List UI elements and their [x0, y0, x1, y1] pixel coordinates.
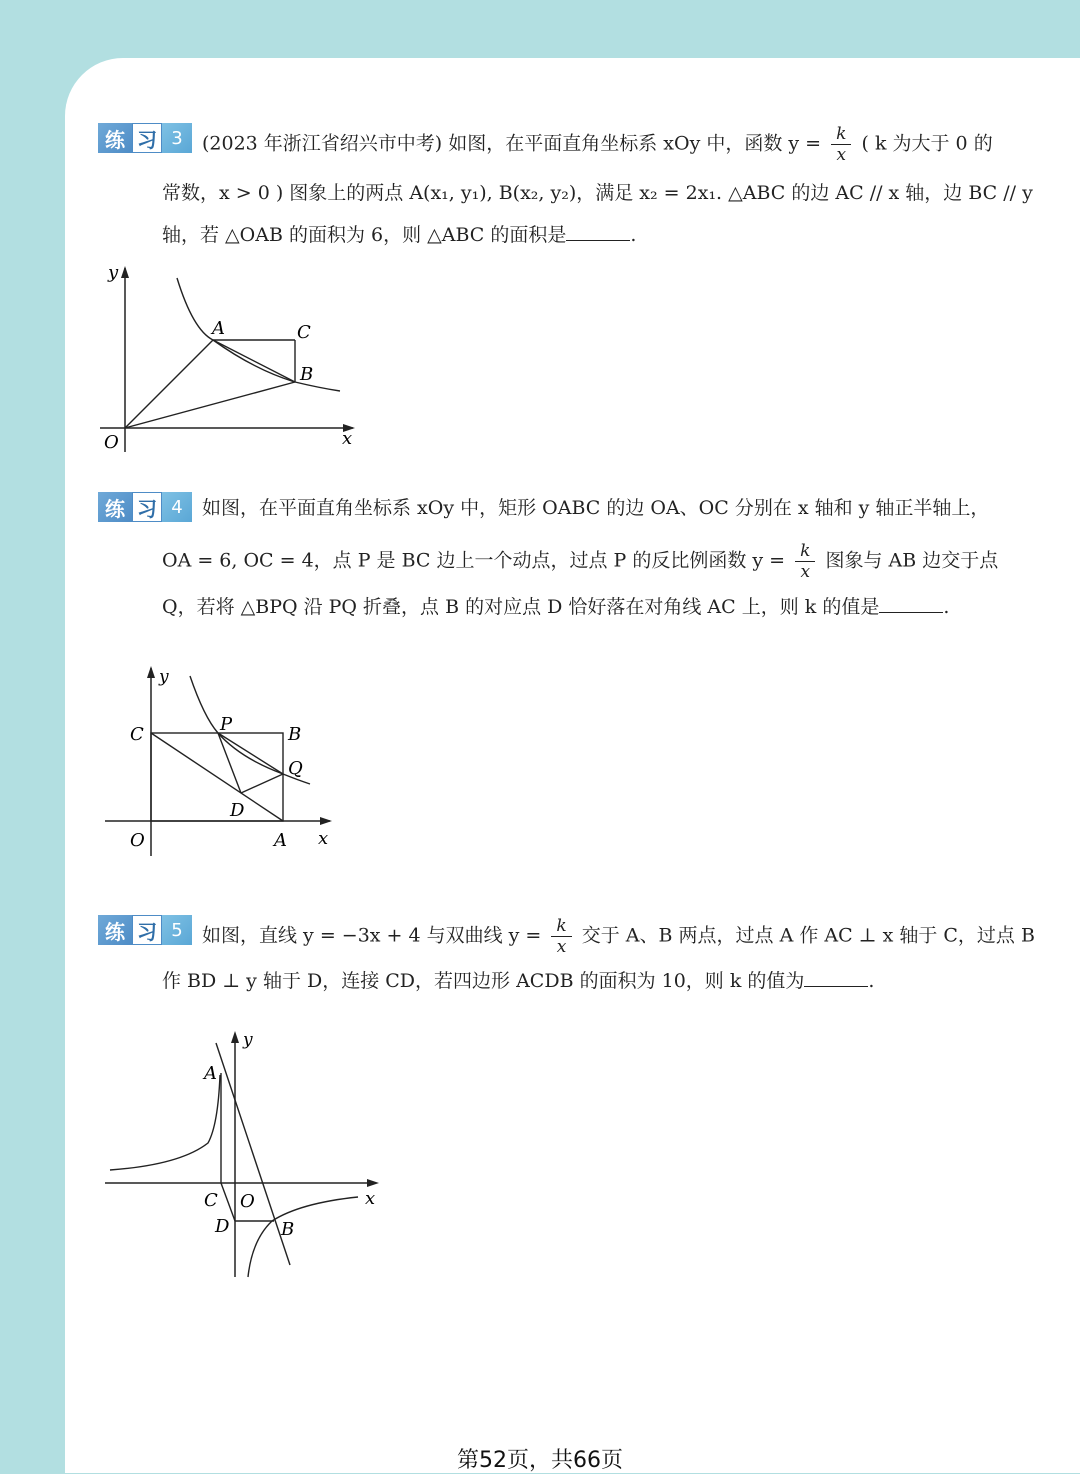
text-segment: ( k 为大于 0 的 — [861, 132, 993, 155]
label-B: B — [288, 724, 302, 745]
label-O: O — [130, 830, 145, 851]
segment-PD — [218, 733, 241, 793]
label-B: B — [300, 364, 314, 385]
segment-DQ — [241, 774, 283, 793]
answer-blank — [804, 966, 868, 987]
text-segment: Q，若将 △BPQ 沿 PQ 折叠，点 B 的对应点 D 恰好落在对角线 AC 上，则 k 的值是 — [162, 596, 880, 618]
hyperbola-branch-right — [248, 1197, 358, 1277]
problem-text-line-3 — [162, 220, 636, 250]
figure-problem-4 — [100, 662, 340, 862]
text-segment: 作 BD ⊥ y 轴于 D，连接 CD，若四边形 ACDB 的面积为 10，则 k 的值为 — [162, 970, 805, 992]
fraction-denominator: x — [800, 562, 811, 582]
fraction-numerator: k — [551, 916, 571, 937]
badge-char-2: 习 — [132, 492, 162, 522]
segment-PQ — [218, 733, 283, 774]
label-A: A — [204, 1063, 217, 1084]
label-x: x — [318, 828, 329, 849]
practice-badge — [98, 122, 196, 154]
hyperbola-curve — [177, 278, 340, 391]
fraction — [831, 124, 851, 165]
text-segment: 轴，若 △OAB 的面积为 6，则 △ABC 的面积是 — [162, 224, 567, 246]
figure-problem-5 — [100, 1025, 385, 1283]
label-C: C — [297, 322, 311, 343]
fraction-denominator: x — [556, 937, 567, 957]
practice-badge — [98, 914, 196, 946]
label-x: x — [365, 1188, 376, 1209]
badge-char-2: 习 — [132, 915, 162, 945]
period: . — [943, 596, 950, 618]
badge-number: 5 — [162, 915, 192, 945]
badge-char-1: 练 — [98, 123, 132, 153]
segment-OB — [125, 382, 295, 428]
fraction-numerator: k — [795, 541, 815, 562]
fraction — [795, 541, 815, 582]
problem-text-line-2 — [162, 966, 874, 996]
hyperbola-branch-left — [110, 1075, 220, 1170]
label-O: O — [240, 1191, 255, 1212]
badge-char-2: 习 — [132, 123, 162, 153]
answer-blank — [879, 592, 943, 613]
label-C: C — [204, 1190, 218, 1211]
text-segment: 图象与 AB 边交于点 — [825, 549, 999, 572]
label-C: C — [130, 724, 144, 745]
y-axis-arrow — [147, 666, 155, 678]
text-segment: 如图，直线 y = −3x + 4 与双曲线 y = — [202, 924, 542, 947]
page-footer: 第52页，共66页 — [457, 1448, 623, 1473]
problem-text-line-2: 常数，x > 0 ) 图象上的两点 A(x₁, y₁), B(x₂, y₂)，满足 x₂ = 2x₁. △ABC 的边 AC // x 轴，边 BC // y — [162, 182, 1033, 204]
problem-text-line-1 — [202, 124, 993, 165]
label-A: A — [274, 830, 287, 851]
label-y: y — [159, 667, 169, 687]
problem-text-line-1 — [202, 916, 1035, 957]
fraction-denominator: x — [836, 145, 847, 165]
badge-char-1: 练 — [98, 915, 132, 945]
x-axis-arrow — [367, 1179, 379, 1187]
diagonal-AC — [151, 733, 283, 821]
answer-blank — [566, 220, 630, 241]
segment-AB — [213, 340, 295, 382]
label-y: y — [243, 1030, 253, 1050]
y-axis-arrow — [231, 1031, 239, 1043]
figure-problem-3 — [95, 260, 355, 460]
problem-text-line-2 — [162, 541, 998, 582]
text-segment: (2023 年浙江省绍兴市中考) 如图，在平面直角坐标系 xOy 中，函数 y = — [202, 132, 822, 155]
text-segment: 交于 A、B 两点，过点 A 作 AC ⊥ x 轴于 C，过点 B — [581, 924, 1035, 947]
y-axis-arrow — [121, 266, 129, 278]
badge-number: 4 — [162, 492, 192, 522]
badge-char-1: 练 — [98, 492, 132, 522]
text-segment: OA = 6, OC = 4，点 P 是 BC 边上一个动点，过点 P 的反比例函数 y = — [162, 549, 786, 572]
label-O: O — [104, 432, 119, 453]
label-x: x — [342, 428, 353, 449]
label-D: D — [230, 800, 245, 821]
label-A: A — [212, 318, 225, 339]
badge-number: 3 — [162, 123, 192, 153]
practice-badge — [98, 491, 196, 523]
x-axis-arrow — [320, 817, 332, 825]
problem-text-line-1: 如图，在平面直角坐标系 xOy 中，矩形 OABC 的边 OA、OC 分别在 x 轴和 y 轴正半轴上， — [202, 497, 990, 519]
problem-text-line-3 — [162, 592, 949, 622]
label-P: P — [220, 714, 233, 735]
segment-OA — [125, 340, 213, 428]
label-Q: Q — [288, 758, 303, 779]
period: . — [868, 970, 875, 992]
fraction-numerator: k — [831, 124, 851, 145]
fraction — [551, 916, 571, 957]
label-y: y — [108, 262, 119, 283]
label-D: D — [215, 1216, 230, 1237]
period: . — [630, 224, 637, 246]
label-B: B — [281, 1219, 295, 1240]
